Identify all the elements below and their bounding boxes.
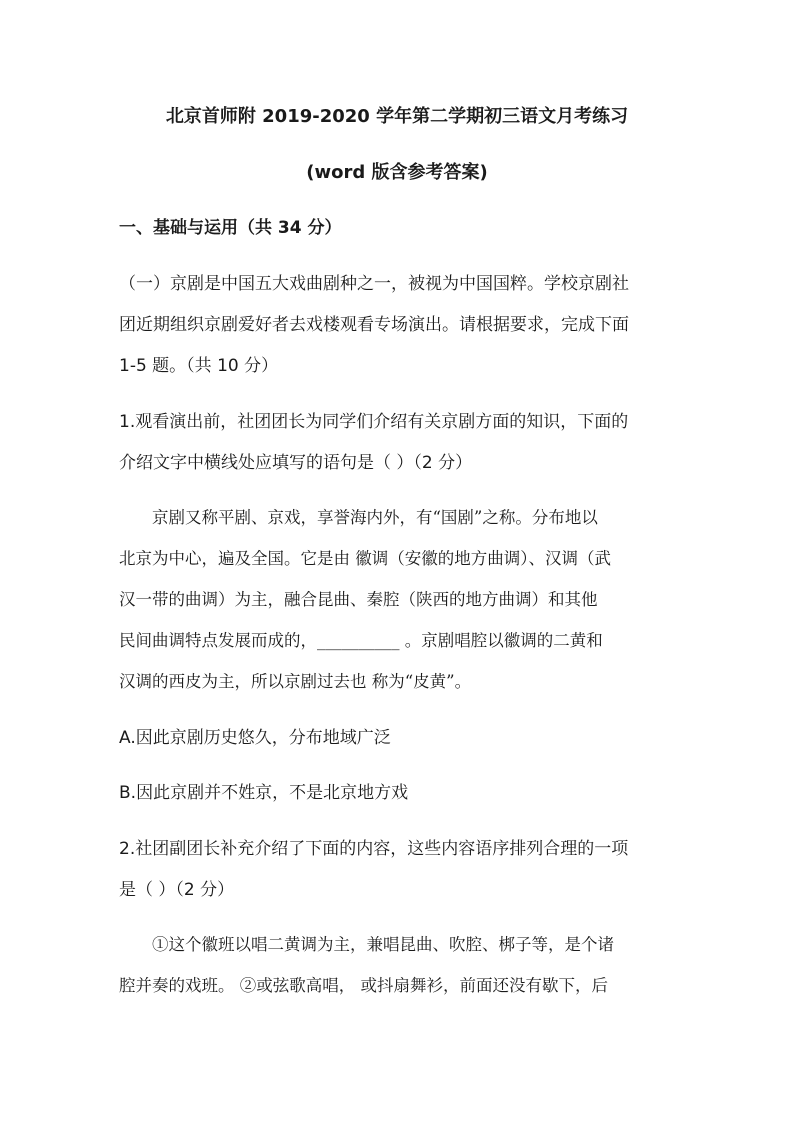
q1-passage-line-3: 汉一带的曲调）为主，融合昆曲、秦腔（陕西的地方曲调）和其他 — [119, 590, 598, 609]
q2-stem-line-2: 是（ ）（2 分） — [119, 880, 235, 900]
q1-stem-line-1: 1.观看演出前，社团团长为同学们介绍有关京剧方面的知识，下面的 — [119, 412, 629, 432]
section-heading: 一、基础与运用（共 34 分） — [119, 218, 342, 238]
q1-option-b: B.因此京剧并不姓京，不是北京地方戏 — [119, 783, 409, 803]
q2-stem-line-1: 2.社团副团长补充介绍了下面的内容，这些内容语序排列合理的一项 — [119, 839, 629, 859]
document-subtitle: (word 版含参考答案) — [306, 162, 488, 183]
q1-passage-line-1: 京剧又称平剧、京戏，享誉海内外，有“国剧”之称。分布地以 — [152, 508, 598, 527]
q1-option-a: A.因此京剧历史悠久，分布地域广泛 — [119, 728, 391, 748]
document-title: 北京首师附 2019-2020 学年第二学期初三语文月考练习 — [165, 106, 629, 127]
intro-line-1: （一）京剧是中国五大戏曲剧种之一，被视为中国国粹。学校京剧社 — [119, 274, 629, 294]
intro-line-2: 团近期组织京剧爱好者去戏楼观看专场演出。请根据要求，完成下面 — [119, 315, 629, 335]
q1-stem-line-2: 介绍文字中横线处应填写的语句是（ ）（2 分） — [119, 453, 473, 473]
q1-passage-line-5: 汉调的西皮为主，所以京剧过去也 称为“皮黄”。 — [119, 672, 472, 691]
q2-passage-line-2: 腔并奏的戏班。 ②或弦歌高唱， 或抖扇舞衫，前面还没有歇下，后 — [119, 976, 608, 995]
q1-passage-line-4: 民间曲调特点发展而成的，__________ 。京剧唱腔以徽调的二黄和 — [119, 631, 603, 650]
q1-passage-line-2: 北京为中心，遍及全国。它是由 徽调（安徽的地方曲调）、汉调（武 — [119, 549, 611, 568]
intro-line-3: 1-5 题。（共 10 分） — [119, 356, 279, 376]
q2-passage-line-1: ①这个徽班以唱二黄调为主，兼唱昆曲、吹腔、梆子等，是个诸 — [152, 935, 614, 954]
